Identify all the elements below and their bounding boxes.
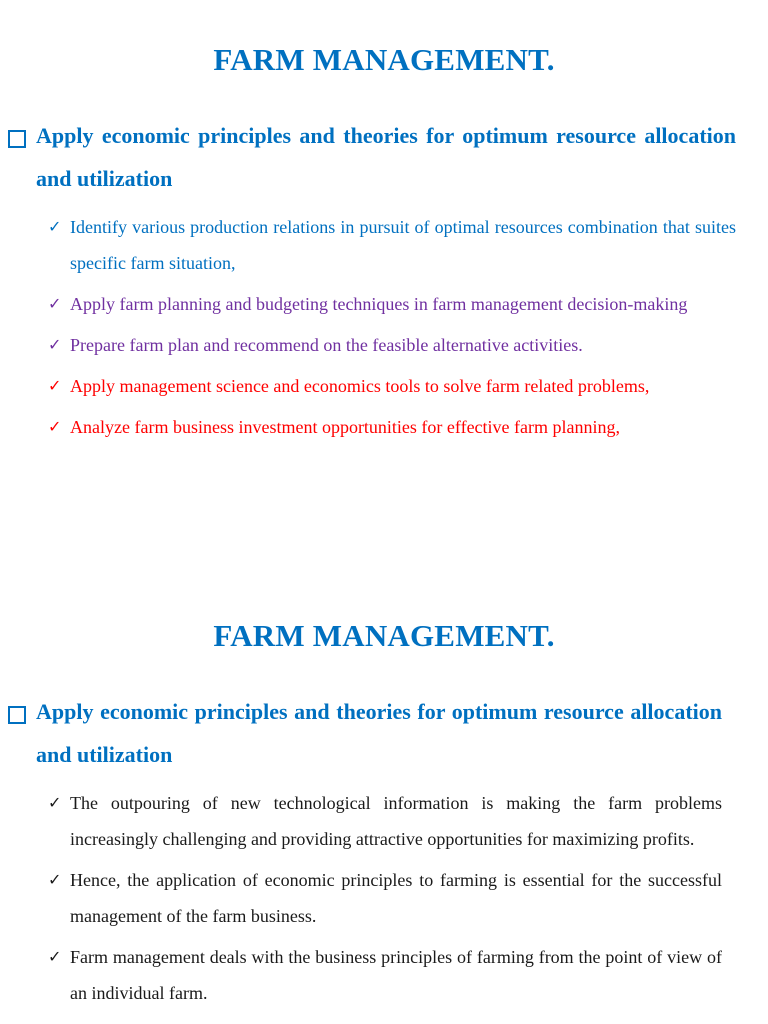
bullet-text: Prepare farm plan and recommend on the feasible alternative activities. (70, 335, 583, 355)
check-icon: ✓ (48, 417, 62, 436)
check-icon: ✓ (48, 947, 62, 966)
heading-text: Apply economic principles and theories for optimum resource allocation and utilization (36, 699, 722, 767)
slide-heading (8, 124, 736, 200)
list-item (48, 209, 736, 281)
slide-title: FARM MANAGEMENT. (213, 42, 555, 77)
bullet-text: The outpouring of new technological information is making the farm problems increasingly challenging and providing attractive opportunities for maximizing profits. (70, 793, 722, 849)
check-icon: ✓ (48, 294, 62, 313)
bullet-text: Apply farm planning and budgeting techniques in farm management decision-making (70, 294, 688, 314)
heading-text: Apply economic principles and theories for optimum resource allocation and utilization (36, 123, 736, 191)
slide-heading (8, 700, 722, 776)
bullet-text: Apply management science and economics tools to solve farm related problems, (70, 376, 650, 396)
bullet-list (48, 785, 722, 1016)
bullet-list (48, 209, 736, 450)
check-icon: ✓ (48, 217, 62, 236)
list-item (48, 785, 722, 857)
list-item (48, 286, 736, 322)
checkbox-icon (8, 130, 26, 148)
bullet-text: Analyze farm business investment opportunities for effective farm planning, (70, 417, 621, 437)
check-icon: ✓ (48, 793, 62, 812)
list-item (48, 327, 736, 363)
bullet-text: Farm management deals with the business principles of farming from the point of view of an individual farm. (70, 947, 722, 1003)
bullet-text: Hence, the application of economic principles to farming is essential for the successful management of the farm business. (70, 870, 722, 926)
list-item (48, 862, 722, 934)
check-icon: ✓ (48, 376, 62, 395)
check-icon: ✓ (48, 870, 62, 889)
check-icon: ✓ (48, 335, 62, 354)
checkbox-icon (8, 706, 26, 724)
slide-title: FARM MANAGEMENT. (213, 618, 555, 653)
list-item (48, 409, 736, 445)
bullet-text: Identify various production relations in pursuit of optimal resources combination that suites specific farm situation, (70, 217, 736, 273)
list-item (48, 368, 736, 404)
list-item (48, 939, 722, 1011)
